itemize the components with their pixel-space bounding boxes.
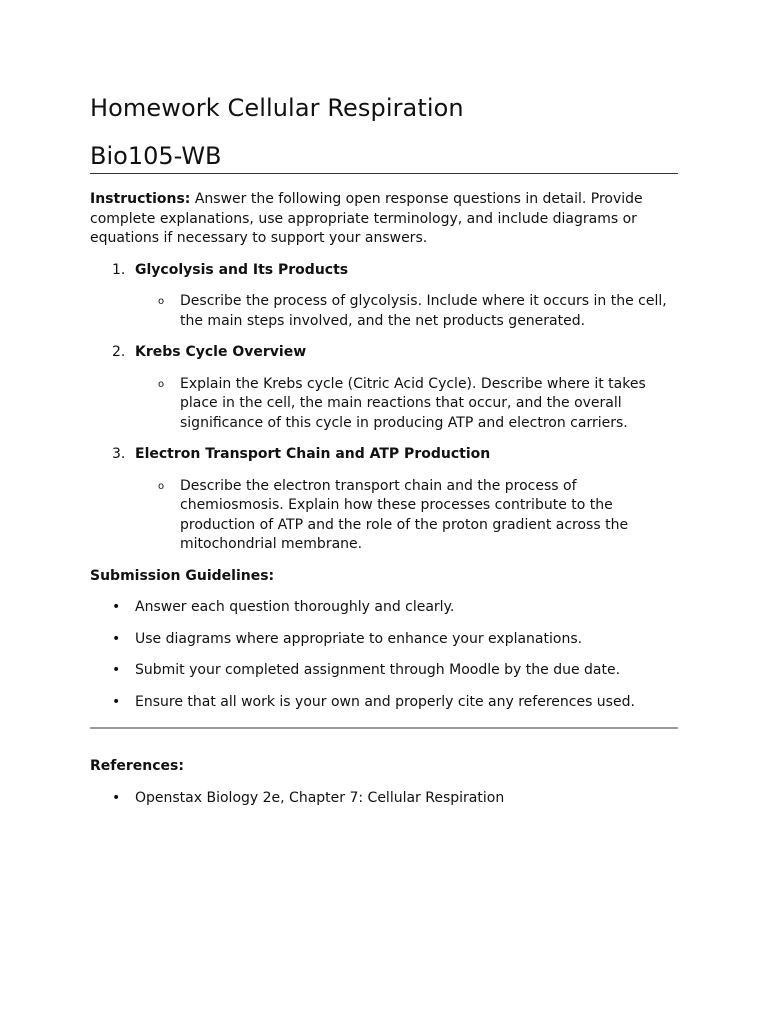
questions-list: [90, 261, 678, 555]
submission-list: [90, 598, 678, 712]
document-subtitle: Bio105-WB: [90, 140, 678, 174]
question-item: [90, 261, 678, 332]
submission-item: [90, 661, 678, 681]
question-number: 1.: [112, 261, 126, 278]
instructions-label: Instructions:: [90, 191, 191, 207]
submission-item-text: Ensure that all work is your own and properly cite any references used.: [135, 693, 635, 710]
bullet-icon: •: [112, 662, 121, 678]
bullet-icon: •: [112, 630, 121, 647]
submission-item: [90, 693, 678, 713]
reference-item: [90, 789, 678, 809]
question-title: Krebs Cycle Overview: [135, 344, 307, 360]
submission-item: [90, 598, 678, 618]
instructions-paragraph: [90, 190, 678, 249]
document-title: Homework Cellular Respiration: [90, 94, 464, 122]
submission-heading: Submission Guidelines:: [90, 567, 275, 584]
question-detail: [135, 292, 678, 331]
question-sublist: [135, 375, 678, 434]
question-title: Electron Transport Chain and ATP Production: [135, 446, 491, 462]
references-list: [90, 789, 678, 809]
document-page: [90, 92, 678, 808]
submission-item-text: Use diagrams where appropriate to enhance your explanations.: [135, 630, 583, 647]
reference-item-text: Openstax Biology 2e, Chapter 7: Cellular Respiration: [135, 789, 505, 806]
submission-item: [90, 630, 678, 650]
bullet-icon: •: [112, 789, 121, 806]
circle-bullet-icon: o: [158, 378, 165, 390]
circle-bullet-icon: o: [158, 296, 165, 307]
horizontal-divider: [90, 727, 678, 729]
question-number: 3.: [112, 446, 126, 462]
question-sublist: [135, 477, 678, 555]
references-heading: References:: [90, 758, 184, 774]
question-detail: [135, 375, 678, 434]
question-detail-text: Describe the electron transport chain and the process of chemiosmosis. Explain how these processes contribute to the production of ATP and the role of the proton gradient across the mitochondrial membrane.: [180, 477, 629, 552]
question-detail: [135, 477, 678, 555]
question-detail-text: Describe the process of glycolysis. Include where it occurs in the cell, the main steps involved, and the net products generated.: [180, 293, 667, 329]
submission-item-text: Submit your completed assignment through Moodle by the due date.: [135, 662, 621, 678]
question-sublist: [135, 292, 678, 331]
question-item: [90, 343, 678, 433]
instructions-text: Answer the following open response questions in detail. Provide complete explanations, use appropriate terminology, and include diagrams or equations if necessary to support your answers.: [90, 191, 643, 246]
question-title: Glycolysis and Its Products: [135, 261, 349, 278]
question-item: [90, 445, 678, 555]
bullet-icon: •: [112, 599, 121, 615]
bullet-icon: •: [112, 693, 121, 710]
circle-bullet-icon: o: [158, 480, 165, 492]
question-number: 2.: [112, 344, 126, 360]
submission-item-text: Answer each question thoroughly and clearly.: [135, 599, 455, 615]
question-detail-text: Explain the Krebs cycle (Citric Acid Cycle). Describe where it takes place in the cell, the main reactions that occur, and the overall significance of this cycle in producing ATP and electron carriers.: [180, 375, 646, 431]
